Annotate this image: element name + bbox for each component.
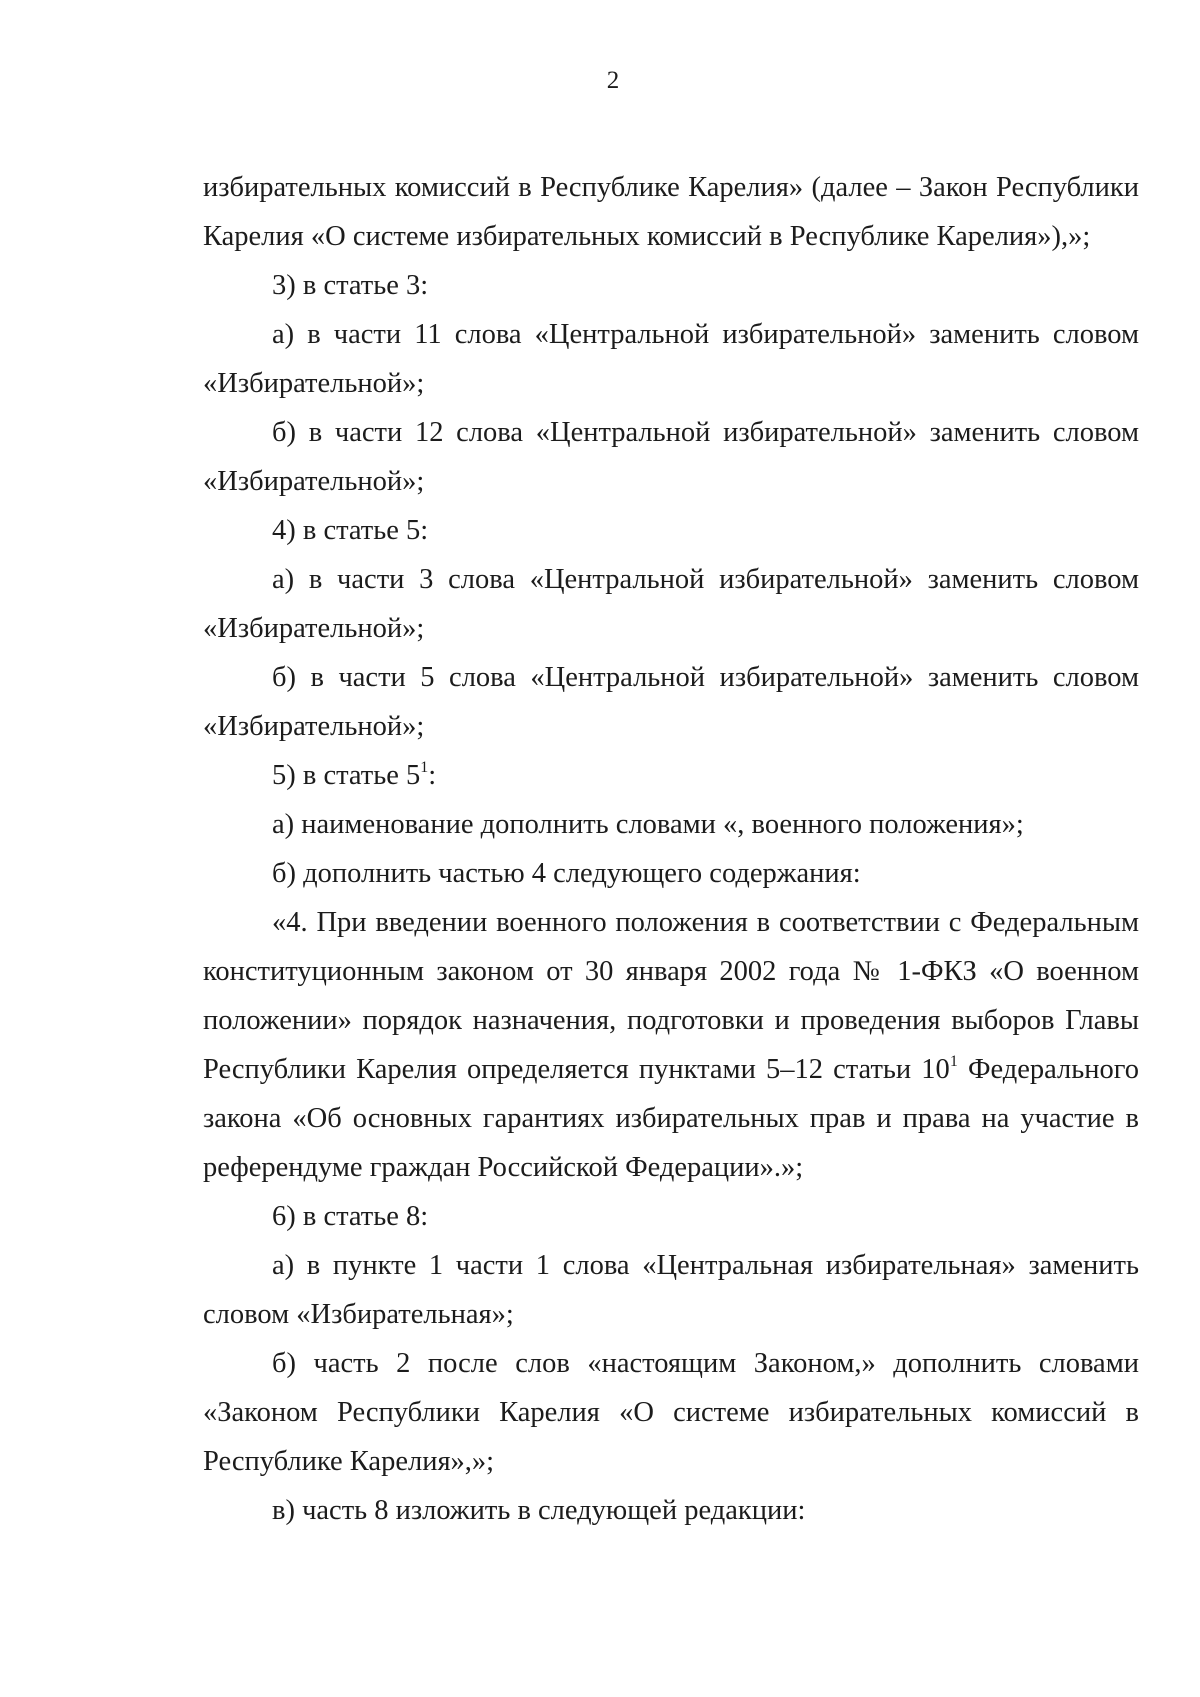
item-5-heading-text: 5) в статье 5 xyxy=(272,760,421,791)
superscript-article-number: 1 xyxy=(420,759,429,776)
item-6b: б) часть 2 после слов «настоящим Законом,» дополнить словами «Законом Республики Карелия «О системе избирательных комиссий в Республике Карелия»,»; xyxy=(203,1348,1139,1477)
item-6a: а) в пункте 1 части 1 слова «Центральная избирательная» заменить словом «Избирательная»; xyxy=(203,1250,1139,1330)
quoted-part-4 xyxy=(203,898,1139,1192)
item-3b: б) в части 12 слова «Центральной избирательной» заменить словом «Избирательной»; xyxy=(203,417,1139,497)
quoted-part-4-text: «4. При введении военного положения в соответствии с Федеральным конституционным законом от 30 января 2002 года № 1-ФКЗ «О военном положении» порядок назначения, подготовки и проведения выборов Главы Республики Карелия определяется пунктами 5–12 статьи 10 xyxy=(203,907,1139,1085)
document-body xyxy=(203,163,1139,1535)
paragraph-continuation: избирательных комиссий в Республике Карелия» (далее – Закон Республики Карелия «О системе избирательных комиссий в Республике Карелия»),»; xyxy=(203,172,1139,252)
item-5a: а) наименование дополнить словами «, военного положения»; xyxy=(272,809,1024,840)
superscript-article-number: 1 xyxy=(949,1053,958,1070)
item-4-heading: 4) в статье 5: xyxy=(272,515,429,546)
item-5-heading-tail: : xyxy=(428,760,437,791)
quoted-part-4-tail: Федерального закона «Об основных гарантиях избирательных прав и права на участие в референдуме граждан Российской Федерации».»; xyxy=(203,1054,1139,1183)
item-6v: в) часть 8 изложить в следующей редакции: xyxy=(272,1495,806,1526)
item-3-heading: 3) в статье 3: xyxy=(272,270,429,301)
item-4a: а) в части 3 слова «Центральной избирательной» заменить словом «Избирательной»; xyxy=(203,564,1139,644)
item-6-heading: 6) в статье 8: xyxy=(272,1201,429,1232)
item-4b: б) в части 5 слова «Центральной избирательной» заменить словом «Избирательной»; xyxy=(203,662,1139,742)
page-number: 2 xyxy=(606,67,620,94)
item-5b: б) дополнить частью 4 следующего содержания: xyxy=(272,858,861,889)
item-3a: а) в части 11 слова «Центральной избирательной» заменить словом «Избирательной»; xyxy=(203,319,1139,399)
item-5-heading xyxy=(203,751,1139,800)
